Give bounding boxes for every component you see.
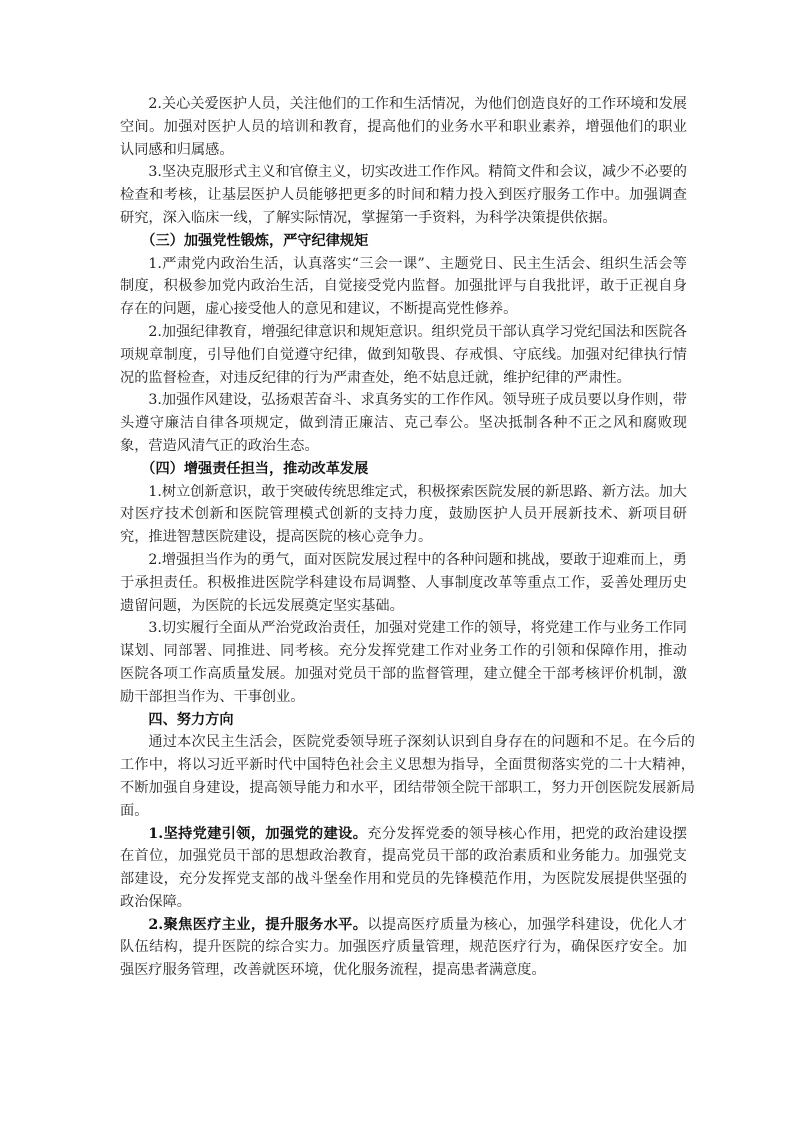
paragraph: 2.增强担当作为的勇气，面对医院发展过程中的各种问题和挑战，要敢于迎难而上，勇于承担责任。积极推进医院学科建设布局调整、人事制度改革等重点工作，妥善处理历史遗留问题，为医院的长远发展奠定坚实基础。 [120,551,687,614]
section-heading: 四、努力方向 [148,711,234,728]
subsection-heading: （三）加强党性锻炼，严守纪律规矩 [141,232,369,249]
document-page [120,93,695,982]
paragraph: 3.加强作风建设，弘扬艰苦奋斗、求真务实的工作作风。领导班子成员要以身作则，带头遵守廉洁自律各项规定，做到清正廉洁、克己奉公。坚决抵制各种不正之风和腐败现象，营造风清气正的政治生态。 [120,392,687,454]
lead-paragraph [120,914,687,982]
paragraph: 通过本次民主生活会，医院党委领导班子深刻认识到自身存在的问题和不足。在今后的工作中，将以习近平新时代中国特色社会主义思想为指导，全面贯彻落实党的二十大精神，不断加强自身建设，提高领导能力和水平，团结带领全院干部职工，努力开创医院发展新局面。 [120,734,695,819]
lead-phrase: 1.坚持党建引领，加强党的建设。 [148,825,368,842]
paragraph: 3.坚决克服形式主义和官僚主义，切实改进工作作风。精简文件和会议，减少不必要的检查和考核，让基层医护人员能够把更多的时间和精力投入到医疗服务工作中。加强调查研究，深入临床一线，了解实际情况，掌握第一手资料，为科学决策提供依据。 [120,164,687,226]
paragraph: 3.切实履行全面从严治党政治责任，加强对党建工作的领导，将党建工作与业务工作同谋划、同部署、同推进、同考核。充分发挥党建工作对业务工作的引领和保障作用，推动医院各项工作高质量发展。加强对党员干部的监督管理，建立健全干部考核评价机制，激励干部担当作为、干事创业。 [120,620,687,705]
lead-paragraph [120,823,687,914]
paragraph: 2.关心关爱医护人员，关注他们的工作和生活情况，为他们创造良好的工作环境和发展空间。加强对医护人员的培训和教育，提高他们的业务水平和职业素养，增强他们的职业认同感和归属感。 [120,96,687,158]
paragraph-body: 以提高医疗质量为核心，加强学科建设，优化人才队伍结构，提升医院的综合实力。加强医疗质量管理，规范医疗行为，确保医疗安全。加强医疗服务管理，改善就医环境，优化服务流程，提高患者满意度。 [120,916,687,979]
lead-phrase: 2.聚焦医疗主业，提升服务水平。 [148,916,368,933]
paragraph: 2.加强纪律教育，增强纪律意识和规矩意识。组织党员干部认真学习党纪国法和医院各项规章制度，引导他们自觉遵守纪律，做到知敬畏、存戒惧、守底线。加强对纪律执行情况的监督检查，对违反纪律的行为严肃查处，绝不姑息迁就，维护纪律的严肃性。 [120,323,687,386]
paragraph: 1.严肃党内政治生活，认真落实“三会一课”、主题党日、民主生活会、组织生活会等制度，积极参加党内政治生活，自觉接受党内监督。加强批评与自我批评，敢于正视自身存在的问题，虚心接受他人的意见和建议，不断提高党性修养。 [120,255,687,318]
paragraph: 1.树立创新意识，敢于突破传统思维定式，积极探索医院发展的新思路、新方法。加大对医疗技术创新和医院管理模式创新的支持力度，鼓励医护人员开展新技术、新项目研究，推进智慧医院建设，提高医院的核心竞争力。 [120,483,687,546]
paragraph-body: 充分发挥党委的领导核心作用，把党的政治建设摆在首位，加强党员干部的思想政治教育，提高党员干部的政治素质和业务能力。加强党支部建设，充分发挥党支部的战斗堡垒作用和党员的先锋模范作用，为医院发展提供坚强的政治保障。 [120,825,687,910]
subsection-heading: （四）增强责任担当，推动改革发展 [141,460,369,477]
